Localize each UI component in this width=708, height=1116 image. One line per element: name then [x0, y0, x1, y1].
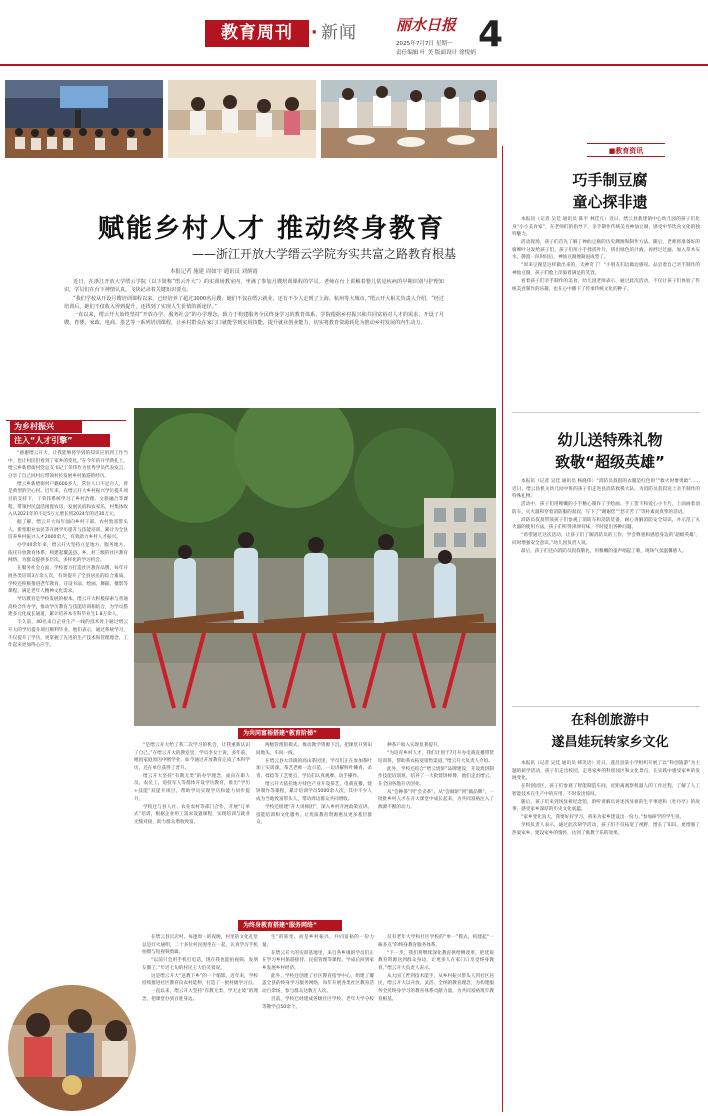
body-paragraph: 此外，学校还结合“缙云烧饼”品牌建设，开设烧饼制作技能培训班，培养了一大批烧饼师傅，他们走出缙云，在全国各地开店创业。	[378, 766, 494, 787]
body-paragraph: 学校还组建“开大讲师团”，深入乡村开展政策宣讲、技能培训和文化服务，让优质教育资源惠及更多基层群众。	[256, 804, 372, 826]
right-column-divider	[502, 146, 503, 1112]
body-paragraph: 目前，学校已经建成各级社区学校、老年大学分校等教学点50余个。	[262, 996, 374, 1010]
story1-title-line1: 巧手制豆腐	[572, 171, 648, 189]
photo-cooking-class	[321, 80, 497, 158]
body-paragraph: 一直以来，缙云开大坚持“有教无类、学无止境”的理念，把课堂办到百姓身边。	[142, 989, 258, 1002]
body-paragraph: “原来豆腐是这样做出来的，太神奇了！”小朋友们边做边感叹。品尝着自己亲手制作的神仙豆腐，孩子们脸上洋溢着满足的笑容。	[512, 263, 700, 276]
newspaper-logo: 丽水日报	[396, 16, 457, 34]
section-tag-mid: 为共同富裕搭建“教育阶梯”	[238, 728, 340, 739]
body-paragraph: 这是缙云开大“送教下乡”的一个缩影。近年来，学校持续推进社区教育向农村延伸，打造了一批村级学习点。	[142, 973, 258, 987]
photo-elderly-class	[8, 985, 136, 1111]
masthead-dot: ·	[311, 23, 318, 43]
body-paragraph: “下一步，我们将继续深化教育供给侧改革，把优质教育资源送到群众身边，让更多人在家门口享受终身教育。”缙云开大负责人表示。	[378, 950, 494, 971]
lead-paragraph: 近日，在浙江开放大学缙云学院（以下简称“缙云开大”）的实训场教室内，坐满了参加月嫂培训课程的学员。老师在台上讲解着婴儿常见疾病的早期识别与护理知识，学员们在台下神情认真，飞快记录着关键知识要点。	[64, 279, 444, 294]
body-paragraph: 学校负责人表示，通过此次研学活动，孩子们不仅拓宽了视野，增长了知识，更增强了热爱家乡、建设家乡的情怀，达到了寓教于乐的效果。	[512, 823, 700, 836]
section-tag-2: 注入“人才引擎”	[10, 434, 110, 447]
body-paragraph: 办学40余年来，缙云开大坚持立足地方、服务地方，依托开放教育体系，构建起覆盖县、乡、村三级的社区教育网络，为群众提供多层次、多样化的学习机会。	[8, 543, 128, 564]
body-paragraph: 学校还与县人社、农业农村等部门合作，开展“订单式”培训，根据企业用工需求设置课程，实现培训与就业无缝对接，助力群众增收致富。	[134, 804, 250, 825]
body-paragraph: 本报讯（记者 吴佳 通讯员 韩笑语）近日，遂昌县某小学组织开展了以“科创旅游”为主题的研学活动，孩子们走出校园，走进家乡的科创园区和文化景点，在实践中感受家乡的发展变化。	[512, 761, 700, 782]
body-paragraph: “家乡变化真大，我要好好学习，将来为家乡建设出一份力。”参加研学的学生说。	[521, 815, 685, 821]
photo-classroom	[5, 80, 163, 158]
body-paragraph: 两级管理的模式，推动教学资源下沉，把课堂开到田间地头、车间一线。	[256, 743, 372, 756]
mid-column-3	[378, 742, 494, 908]
masthead-rule	[0, 64, 708, 66]
section-tag: 为乡村振兴	[10, 421, 82, 433]
body-paragraph: 在缙云县官店村，每逢周一的夜晚，村里的文化礼堂总是灯火通明，二十多位村民围坐在一起，认真学习手机拍摄与短视频剪辑。	[142, 935, 258, 956]
body-paragraph: 本报讯（记者 吴佳 通讯员 陈平 林佳凡）近日，缙云县新建镇中心幼儿园的孩子们化身“小小美食家”，在老师们的指导下，亲手制作传统美食神仙豆腐，感受中华饮食文化的独特魅力。	[512, 217, 700, 238]
section-tag-bottom: 为终身教育搭建“服务网络”	[238, 920, 342, 931]
photo-guzheng-performance	[134, 408, 496, 726]
body-paragraph: “为培育乡村人才，我们计划于7月开办电商直播带货培训班，帮助茶农拓宽销售渠道。”缙云开大负责人介绍。	[378, 750, 494, 764]
bottom-column-2	[262, 934, 374, 1110]
page-number: 4	[478, 14, 504, 55]
photo-training	[168, 80, 316, 158]
body-paragraph: “以前只会用手机打电话，现在我也能拍视频、发朋友圈了。”年近七旬的村民王大伯笑着说。	[142, 958, 258, 971]
body-paragraph: 仅有老年大学和社区学校的“单一”模式，构建起“一核多点”的终身教育服务体系。	[378, 935, 494, 948]
story2-title-line1: 幼儿送特殊礼物	[557, 431, 663, 449]
story1-title-line2: 童心探非遗	[572, 193, 648, 211]
story2-body	[512, 478, 700, 703]
body-paragraph: 在缙云县大洋镇的高山茶园里，学员们正在参加茶叶加工实训课。茶艺老师一边示范，一边讲解鲜叶摊青、杀青、揉捻等工艺要点，学员们认真观摩、动手操作。	[256, 758, 372, 779]
body-paragraph: “希望通过这次活动，让孩子们了解消防员的工作，学会尊重和感恩身边的‘超级英雄’，同时增强安全意识。”幼儿园负责人说。	[512, 533, 700, 546]
mid-column-1	[134, 742, 250, 908]
body-paragraph: 看着孩子们亲手制作的美食，幼儿园老师表示，通过此次活动，不仅让孩子们体验了传统美食制作的乐趣，也在心中播下了传承传统文化的种子。	[512, 278, 700, 292]
body-paragraph: 此外，学校还创建了社区教育指导中心，组建了覆盖全县的终身学习服务网络，每年开展各类社区教育活动百余场，参与群众达数万人次。	[262, 973, 374, 994]
story2-title-line2: 致敬“超级英雄”	[555, 453, 665, 471]
story-divider	[512, 412, 700, 413]
masthead-brand: 教育周刊	[205, 20, 309, 47]
body-paragraph: 活动中，孩子们用稚嫩的小手精心制作了手绘画、手工贺卡和爱心小卡片，上面画着消防车、灭火器和穿着消防服的叔叔，写下了“谢谢您”“您辛苦了”等朴素而真挚的话语。	[512, 502, 700, 515]
body-paragraph: “感谢缙云开大，让我能够将学到的知识应用到工作当中，也让村民们看到了家乡的变化。”在今年的开学典礼上，缙云乡新碧街村党总支书记丁荣伟作为优秀学员代表发言，分享了自己回村后带领村民发展乡村旅游的经历。	[8, 451, 128, 479]
body-paragraph: 据了解，缙云开大每年面向乡村干部、农村致富带头人、新型职业农民等开展学历提升与技能培训，累计为全县培养乡村振兴人才2000余人，有效助力乡村人才振兴。	[8, 520, 128, 541]
body-paragraph: 最后，孩子们还向消防员叔叔敬礼，用稚嫩的童声唱起了歌，现场气氛温馨感人。	[521, 548, 687, 554]
body-paragraph: 从大国工匠到技术能手，从乡村振兴带头人到社区居民，缙云开大以开放、灵活、全纳的教育理念，为构建服务全民终身学习的教育体系贡献力量，为共同富裕筑牢教育根基。	[378, 973, 494, 1002]
body-paragraph: 缙云乡新碧街村户籍600多人，常住人口不足百人，曾是典型的空心村。近年来，在缙云开大乡村振兴学历提升项目的支持下，丁荣伟系统学习了乡村治理、文旅融合等课程，带领村民盘活闲置农房，发展民宿和农家乐，村集体收入从2021年的不足5万元增长到2024年的近30万元。	[8, 481, 128, 518]
body-paragraph: 种茶户收入实现显著提升。	[387, 743, 443, 748]
story3-title-line2: 遂昌娃玩转家乡文化	[551, 735, 669, 750]
editor-credits: 责任编辑 叶 美 版面设计 徐悦炳	[396, 50, 476, 56]
body-paragraph: 消防员叔叔带领孩子们参观了消防车和消防装备，耐心讲解消防安全知识，并示范了灭火器的使用方法，孩子们听得津津有味，不时提出各种问题。	[512, 517, 700, 531]
lead-paragraph: 一直以来，缙云开大始终坚持“开放办学、服务社会”的办学理念，致力于构建服务全民终身学习的教育体系。学院根据乡村振兴和共同富裕对人才的需求，开设了月嫂、育婴、家政、电商、茶艺等一系列培训课程，让乡村群众在家门口就能学到实用技能，提升就业创业能力，切实将教育资源转化为推动乡村发展的内生动力。	[64, 312, 444, 327]
story3-title-line1: 在科创旅游中	[570, 713, 649, 728]
left-column-body	[8, 450, 128, 982]
body-paragraph: 生”的转变，而是乡村振兴、共同富裕的一份力量。	[262, 935, 374, 948]
body-paragraph: 缙云开大依托地方特色产业开设茶艺、电商直播、烧饼制作等课程，累计培训学员5000余人次，其中不少人成为当地致富带头人，带动周边群众共同增收。	[256, 781, 372, 802]
body-paragraph: 学历教育是学校发展的根本。缙云开大积极探索与普通高校合作办学，推动学历教育与技能培训相结合，为学员搭建多元化成长通道，累计培养本专科毕业生1.8万余人。	[8, 597, 128, 618]
body-paragraph: 在缙云开大的实训基地里，来自各乡镇的学员们正在学习乡村旅游接待、民宿管理等课程，学成后回到家乡发展乡村经济。	[262, 950, 374, 971]
byline: 本报记者 施建 周如宇 通讯员 刘炳霞	[170, 269, 258, 275]
story1-body	[512, 216, 700, 408]
lead-paragraph: “我们学校从开设月嫂培训课程以来，已经培养了超过3000名月嫂，她们不仅在缙云就业，还有不少人走到了上海、杭州等大城市。”缙云开大相关负责人介绍，“经过培训后，她们不仅收入得到提升，还找到了实现人生价值的新途径。”	[64, 295, 444, 310]
body-paragraph: 活动现场，孩子们首先了解了神仙豆腐的历史渊源和制作方法。随后，老师将准备好的腐婢叶分发给孩子们，孩子们用小手揉搓叶片，挤出绿色的汁液，再经过过滤、加入草木灰水，静置一段时间后，神仙豆腐便凝固成型了。	[512, 240, 700, 261]
bottom-column-1	[142, 934, 258, 1110]
body-paragraph: 从“会种茶”到“会卖茶”，从“会做饼”到“做品牌”，一批批乡村人才在开大课堂中成长起来，为共同富裕注入了源源不断的动力。	[378, 789, 494, 810]
body-paragraph: 本报讯（记者 吴佳 通讯员 杨晓伟）“消防员叔叔的衣服是红色的”“救火时要勇敢”……近日，缙云县机关幼儿园中班的孩子们走进县消防救援大队，为消防员叔叔送上亲手制作的特殊礼物。	[512, 479, 700, 500]
story-divider	[512, 706, 700, 707]
masthead-section: 新闻	[321, 23, 357, 43]
masthead	[0, 0, 708, 66]
edu-news-badge: ■教育资讯	[587, 143, 665, 157]
main-headline: 赋能乡村人才 推动终身教育	[98, 214, 446, 244]
lead-paragraphs	[64, 278, 444, 388]
main-subheadline: ——浙江开放大学缙云学院夯实共富之路教育根基	[192, 247, 457, 261]
body-paragraph: 随后，孩子们来到汤显祖纪念馆，聆听讲解员讲述汤显祖的生平事迹和《牡丹亭》的故事，感受家乡深厚的历史文化底蕴。	[512, 799, 700, 813]
body-paragraph: 缙云开大坚持“有教无类”的办学理念，面向在职人员、农民工、退役军人等群体开设学历教育，推出“学历+技能”双提升项目，帮助学员实现学历和能力同步提升。	[134, 773, 250, 802]
bottom-column-3	[378, 934, 494, 1110]
body-paragraph: 不久前，40名来自企业生产一线的技术骨干通过缙云开大的学历提升项目顺利毕业。他们表示，通过系统学习，不仅提升了学历，更掌握了先进的生产技术和管理理念，工作起来更加得心应手。	[8, 620, 128, 649]
mid-column-2	[256, 742, 372, 908]
body-paragraph: 在服务社会方面，学校着力打造社区教育品牌，每年开展各类培训3万余人次，有效提升了全县居民的综合素质。学校还积极推进老年教育，开设书法、绘画、舞蹈、摄影等课程，满足老年人精神文化需求。	[8, 566, 128, 595]
body-paragraph: 在科创园区，孩子们参观了智能制造车间，近距离观察机器人的工作过程，了解了人工智能技术在生产中的应用，不时发出惊叹。	[512, 784, 700, 797]
story3-body	[512, 760, 700, 1110]
issue-date: 2025年7月7日 星期一	[396, 41, 453, 47]
body-paragraph: “是缙云开大给了我二次学习的机会，让我重新认识了自己。”在缙云开大的教室里，学员李女士说。多年前，她因家庭原因中断学业，如今通过开放教育完成了本科学历，还在单位获得了晋升。	[134, 743, 250, 771]
